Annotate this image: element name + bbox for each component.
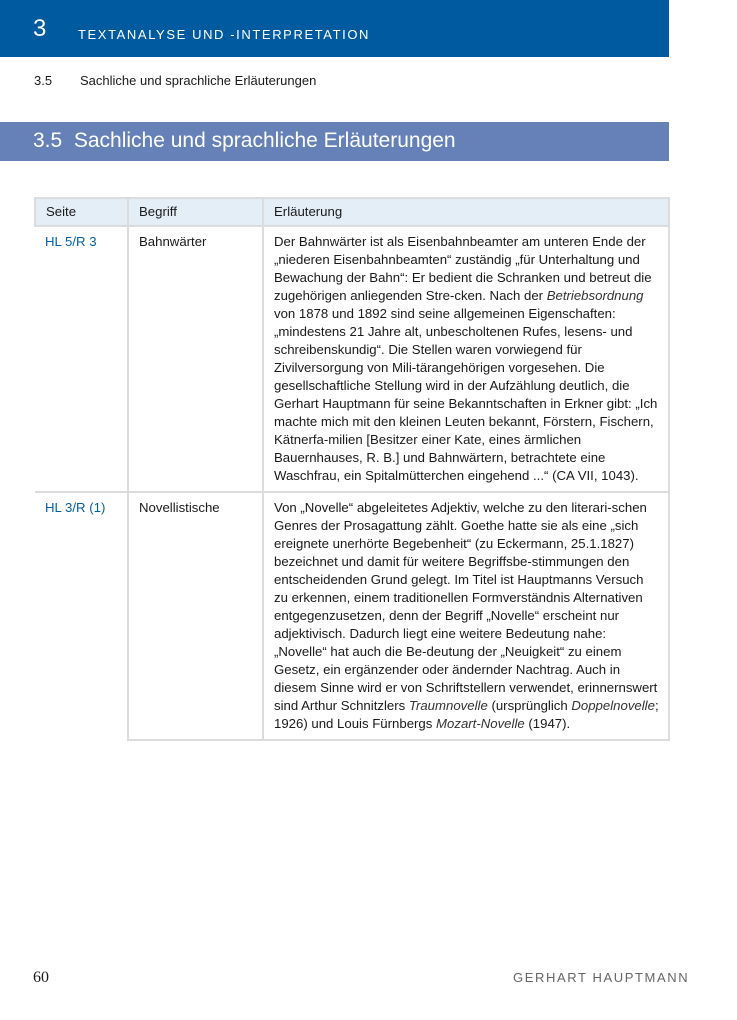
explanation-text: Der Bahnwärter ist als Eisenbahnbeamter am unteren Ende der „niederen Eisenbahnbeamten“ zuständig „für Unterhaltung und Bewachung der Bahn“: Er bedient die Schranken und betreut die zugehörigen anliegenden Stre-cken. Nach der <box>274 234 652 303</box>
explanation-text: von 1878 und 1892 sind seine allgemeinen Eigenschaften: „mindestens 21 Jahre alt, unbescholtenen Rufes, lesens- und schreibenskundig“. Die Stellen waren vorwiegend für Zivilversorgung von Mili-tärangehörigen vorgesehen. Die gesellschaftliche Stellung wird in der Aufzählung deutlich, die Gerhart Hauptmann für seine Bekanntschaften in Erkner gibt: „Ich machte mich mit den kleinen Leuten bekannt, Förstern, Fischern, Kätnerfa-milien [Besitzer einer Kate, eines ärmlichen Bauernhauses, R. B.] und Bahnwärtern, betrachtete eine Waschfrau, ein Spitalmütterchen eingehend ...“ (CA VII, 1043). <box>274 306 658 483</box>
explanation-italic-title: Doppelnovelle <box>571 698 655 713</box>
column-header-seite: Seite <box>35 198 128 226</box>
term: Bahnwärter <box>128 226 263 492</box>
explanation-italic-title: Mozart-Novelle <box>436 716 525 731</box>
page-number: 60 <box>33 969 49 986</box>
explanation-text: (ursprünglich <box>487 698 572 713</box>
column-header-erlaeuterung: Erläuterung <box>263 198 669 226</box>
explanation-text: (1947). <box>524 716 571 731</box>
table-row <box>35 492 669 740</box>
running-footer-author: GERHART HAUPTMANN <box>513 970 690 985</box>
explanation <box>263 226 669 492</box>
table-header-row <box>35 198 669 226</box>
page-reference: HL 5/R 3 <box>35 226 128 492</box>
table-row <box>35 226 669 492</box>
explanation-italic-title: Traumnovelle <box>408 698 488 713</box>
chapter-title: TEXTANALYSE UND -INTERPRETATION <box>78 27 371 42</box>
section-title: 3.5 Sachliche und sprachliche Erläuterungen <box>33 129 456 152</box>
column-header-begriff: Begriff <box>128 198 263 226</box>
explanation-italic-title: Betriebsordnung <box>546 288 644 303</box>
page-reference: HL 3/R (1) <box>35 492 128 740</box>
glossary-table <box>34 197 670 741</box>
subsection-title: Sachliche und sprachliche Erläuterungen <box>80 73 317 88</box>
term: Novellistische <box>128 492 263 740</box>
subsection-number: 3.5 <box>34 73 53 88</box>
chapter-number: 3 <box>33 15 47 42</box>
explanation <box>263 492 669 740</box>
explanation-text: ; 1926) und Louis Fürnbergs <box>274 698 659 731</box>
explanation-text: Von „Novelle“ abgeleitetes Adjektiv, welche zu den literari-schen Genres der Prosagattung zählt. Goethe hatte sie als eine „sich ereignete unerhörte Begebenheit“ (zu Eckermann, 25.1.1827) bezeichnet und damit für weitere Begriffsbe-stimmungen den entscheidenden Grund gelegt. Im Titel ist Hauptmanns Versuch zu erkennen, einem traditionellen Formverständnis Alternativen entgegenzusetzen, denn der Begriff „Novelle“ erscheint nur adjektivisch. Dadurch liegt eine weitere Bedeutung nahe: „Novelle“ hat auch die Be-deutung der „Neuigkeit“ zu einem Gesetz, ein ergänzender oder ändernder Nachtrag. Auch in diesem Sinne wird er von Schriftstellern verwendet, erinnernswert sind Arthur Schnitzlers <box>274 500 658 713</box>
